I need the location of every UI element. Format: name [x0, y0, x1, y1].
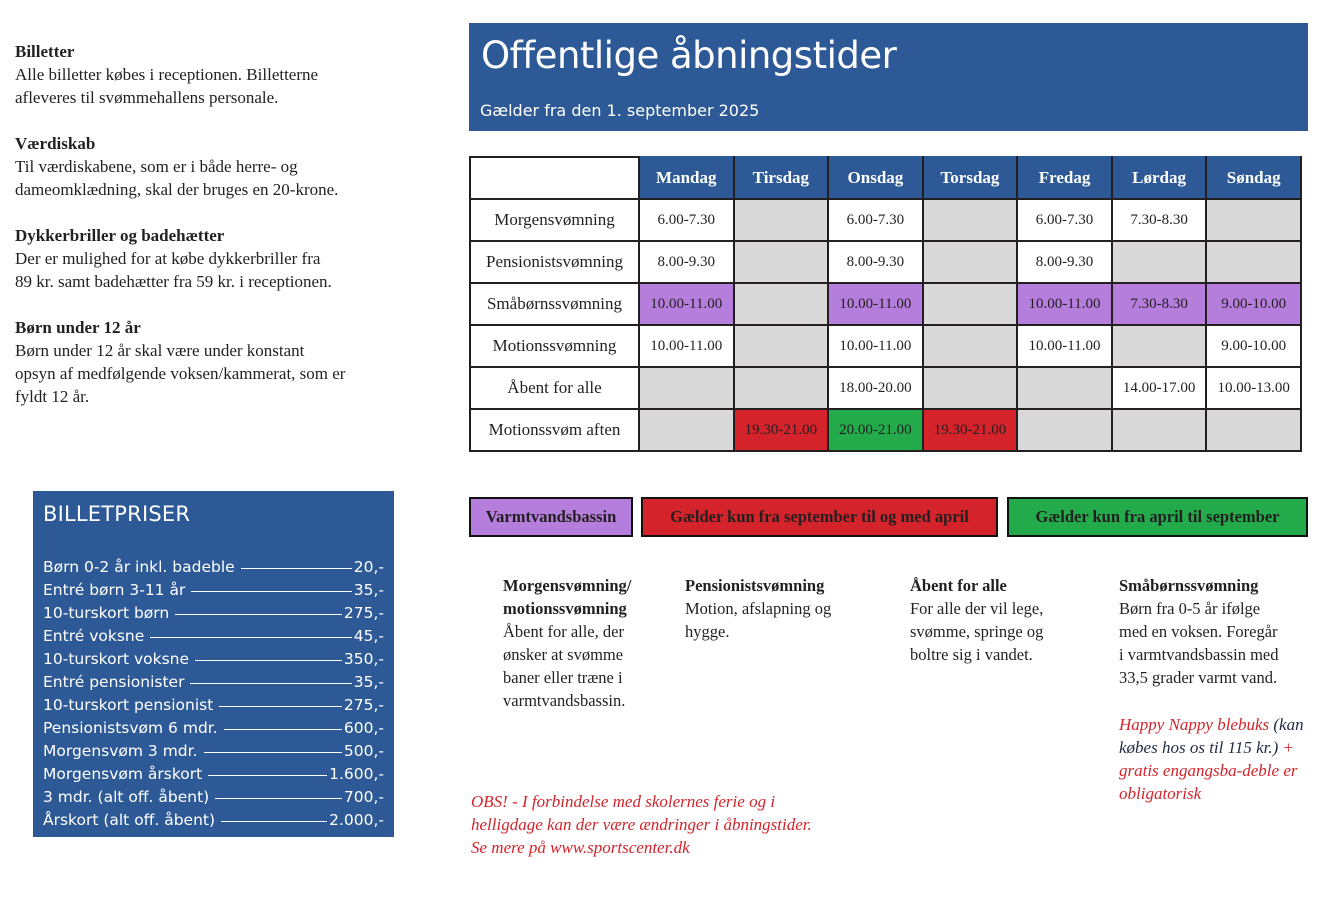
time-slot-cell: 18.00-20.00 [828, 367, 923, 409]
price-label: Entré pensionister [43, 673, 185, 691]
time-slot-cell: 6.00-7.30 [639, 199, 734, 241]
price-row [43, 625, 384, 648]
description-open-for-all [910, 574, 1100, 666]
info-title: Billetter [15, 42, 75, 61]
time-slot-cell: 9.00-10.00 [1206, 325, 1301, 367]
price-label: Børn 0-2 år inkl. badeble [43, 558, 235, 576]
description-text: Motion, afslapning og hygge. [685, 599, 832, 641]
time-slot-cell: 19.30-21.00 [734, 409, 829, 451]
day-header: Mandag [639, 157, 734, 199]
price-row [43, 648, 384, 671]
info-billetter [15, 40, 415, 109]
price-value: 275,- [343, 604, 384, 622]
legend-sep-to-apr: Gælder kun fra september til og med april [641, 497, 998, 537]
time-slot-cell: 10.00-11.00 [1017, 283, 1112, 325]
empty-slot-cell [734, 283, 829, 325]
table-corner-cell [470, 157, 639, 199]
time-slot-cell: 8.00-9.30 [1017, 241, 1112, 283]
price-leader-line [241, 568, 352, 569]
price-label: Entré børn 3-11 år [43, 581, 186, 599]
price-leader-line [221, 821, 327, 822]
price-value: 500,- [343, 742, 384, 760]
activity-label: Motionssvømning [470, 325, 639, 367]
price-label: Morgensvøm årskort [43, 765, 203, 783]
empty-slot-cell [639, 367, 734, 409]
nappy-note-requirement: + gratis engangsba-deble er obligatorisk [1119, 738, 1298, 803]
day-header: Lørdag [1112, 157, 1207, 199]
price-leader-line [175, 614, 342, 615]
price-row [43, 740, 384, 763]
price-leader-line [208, 775, 327, 776]
description-text: For alle der vil lege, svømme, springe og boltre sig i vandet. [910, 599, 1044, 664]
price-value: 35,- [353, 673, 384, 691]
obs-notice: OBS! - I forbindelse med skolernes ferie og i helligdage kan der være ændringer i åbningstider. Se mere på www.sportscenter.dk [471, 792, 812, 857]
nappy-note-title: Happy Nappy blebuks [1119, 715, 1270, 734]
empty-slot-cell [923, 241, 1018, 283]
day-header: Tirsdag [734, 157, 829, 199]
price-leader-line [215, 798, 342, 799]
legend-apr-to-sep: Gælder kun fra april til september [1007, 497, 1308, 537]
empty-slot-cell [734, 241, 829, 283]
price-leader-line [204, 752, 342, 753]
description-morning-exercise [503, 574, 673, 712]
day-header: Fredag [1017, 157, 1112, 199]
price-row [43, 717, 384, 740]
time-slot-cell: 8.00-9.30 [639, 241, 734, 283]
time-slot-cell: 9.00-10.00 [1206, 283, 1301, 325]
opening-hours-table [469, 156, 1302, 452]
activity-label: Morgensvømning [470, 199, 639, 241]
table-row [470, 241, 1301, 283]
price-leader-line [219, 706, 342, 707]
day-header: Søndag [1206, 157, 1301, 199]
table-row [470, 367, 1301, 409]
activity-label: Småbørnssvømning [470, 283, 639, 325]
empty-slot-cell [923, 283, 1018, 325]
info-vaerdiskab [15, 132, 415, 201]
price-value: 20,- [353, 558, 384, 576]
price-label: Årskort (alt off. åbent) [43, 811, 216, 829]
info-title: Værdiskab [15, 134, 96, 153]
activity-label: Motionssvøm aften [470, 409, 639, 451]
time-slot-cell: 20.00-21.00 [828, 409, 923, 451]
price-label: 10-turskort voksne [43, 650, 190, 668]
table-row [470, 325, 1301, 367]
description-title: Pensionistsvømning [685, 576, 825, 595]
price-list [43, 556, 384, 832]
empty-slot-cell [1017, 367, 1112, 409]
price-value: 350,- [343, 650, 384, 668]
empty-slot-cell [734, 325, 829, 367]
price-row [43, 786, 384, 809]
nappy-note-price: (kan købes hos os til 115 kr.) [1119, 715, 1304, 757]
price-leader-line [224, 729, 342, 730]
description-title: Morgensvømning/ motionssvømning [503, 576, 632, 618]
time-slot-cell: 14.00-17.00 [1112, 367, 1207, 409]
info-text: Børn under 12 år skal være under konstant opsyn af medfølgende voksen/kammerat, som er fyldt 12 år. [15, 341, 346, 406]
day-header: Onsdag [828, 157, 923, 199]
info-boern-under-12 [15, 316, 415, 408]
price-row [43, 556, 384, 579]
price-label: 3 mdr. (alt off. åbent) [43, 788, 210, 806]
empty-slot-cell [1206, 241, 1301, 283]
time-slot-cell: 10.00-13.00 [1206, 367, 1301, 409]
info-title: Børn under 12 år [15, 318, 141, 337]
empty-slot-cell [923, 325, 1018, 367]
empty-slot-cell [923, 367, 1018, 409]
info-section [15, 40, 415, 431]
empty-slot-cell [734, 367, 829, 409]
activity-label: Åbent for alle [470, 367, 639, 409]
table-header-row [470, 157, 1301, 199]
time-slot-cell: 6.00-7.30 [1017, 199, 1112, 241]
price-row [43, 671, 384, 694]
empty-slot-cell [1112, 325, 1207, 367]
activity-label: Pensionistsvømning [470, 241, 639, 283]
price-row [43, 602, 384, 625]
day-header: Torsdag [923, 157, 1018, 199]
table-row [470, 409, 1301, 451]
empty-slot-cell [1206, 409, 1301, 451]
time-slot-cell: 19.30-21.00 [923, 409, 1018, 451]
price-row [43, 579, 384, 602]
price-value: 35,- [353, 581, 384, 599]
price-label: Entré voksne [43, 627, 145, 645]
time-slot-cell: 6.00-7.30 [828, 199, 923, 241]
price-value: 2.000,- [329, 811, 384, 829]
empty-slot-cell [923, 199, 1018, 241]
time-slot-cell: 10.00-11.00 [828, 325, 923, 367]
prices-title: BILLETPRISER [43, 502, 191, 526]
page-title: Offentlige åbningstider [481, 34, 897, 77]
price-row [43, 694, 384, 717]
info-dykkerbriller [15, 224, 415, 293]
price-value: 45,- [353, 627, 384, 645]
description-pensioners [685, 574, 885, 643]
price-value: 275,- [343, 696, 384, 714]
description-toddlers [1119, 574, 1319, 689]
description-title: Åbent for alle [910, 576, 1007, 595]
price-label: 10-turskort børn [43, 604, 170, 622]
empty-slot-cell [1112, 409, 1207, 451]
info-text: Alle billetter købes i receptionen. Billetterne afleveres til svømmehallens personale. [15, 65, 319, 107]
table-row [470, 199, 1301, 241]
price-leader-line [190, 683, 351, 684]
time-slot-cell: 10.00-11.00 [828, 283, 923, 325]
description-title: Småbørnssvømning [1119, 576, 1259, 595]
price-row [43, 763, 384, 786]
empty-slot-cell [1017, 409, 1112, 451]
price-leader-line [191, 591, 351, 592]
time-slot-cell: 10.00-11.00 [1017, 325, 1112, 367]
price-leader-line [150, 637, 351, 638]
price-label: Pensionistsvøm 6 mdr. [43, 719, 218, 737]
description-text: Børn fra 0-5 år ifølge med en voksen. Foregår i varmtvandsbassin med 33,5 grader varmt vand. [1119, 599, 1279, 687]
price-value: 1.600,- [329, 765, 384, 783]
time-slot-cell: 7.30-8.30 [1112, 199, 1207, 241]
time-slot-cell: 10.00-11.00 [639, 325, 734, 367]
info-text: Der er mulighed for at købe dykkerbriller fra 89 kr. samt badehætter fra 59 kr. i receptionen. [15, 249, 332, 291]
info-text: Til værdiskabene, som er i både herre- og dameomklædning, skal der bruges en 20-krone. [15, 157, 339, 199]
swim-nappy-note [1119, 713, 1324, 805]
time-slot-cell: 10.00-11.00 [639, 283, 734, 325]
price-leader-line [195, 660, 342, 661]
legend-warm-pool: Varmtvandsbassin [469, 497, 633, 537]
price-row [43, 809, 384, 832]
time-slot-cell: 8.00-9.30 [828, 241, 923, 283]
empty-slot-cell [639, 409, 734, 451]
empty-slot-cell [1112, 241, 1207, 283]
empty-slot-cell [734, 199, 829, 241]
price-value: 600,- [343, 719, 384, 737]
empty-slot-cell [1206, 199, 1301, 241]
ticket-prices-box [33, 491, 394, 837]
page-subtitle: Gælder fra den 1. september 2025 [480, 101, 760, 120]
description-text: Åbent for alle, der ønsker at svømme baner eller træne i varmtvandsbassin. [503, 622, 626, 710]
table-row [470, 283, 1301, 325]
time-slot-cell: 7.30-8.30 [1112, 283, 1207, 325]
price-label: 10-turskort pensionist [43, 696, 214, 714]
price-value: 700,- [343, 788, 384, 806]
price-label: Morgensvøm 3 mdr. [43, 742, 198, 760]
header-banner [469, 23, 1308, 131]
info-title: Dykkerbriller og badehætter [15, 226, 225, 245]
